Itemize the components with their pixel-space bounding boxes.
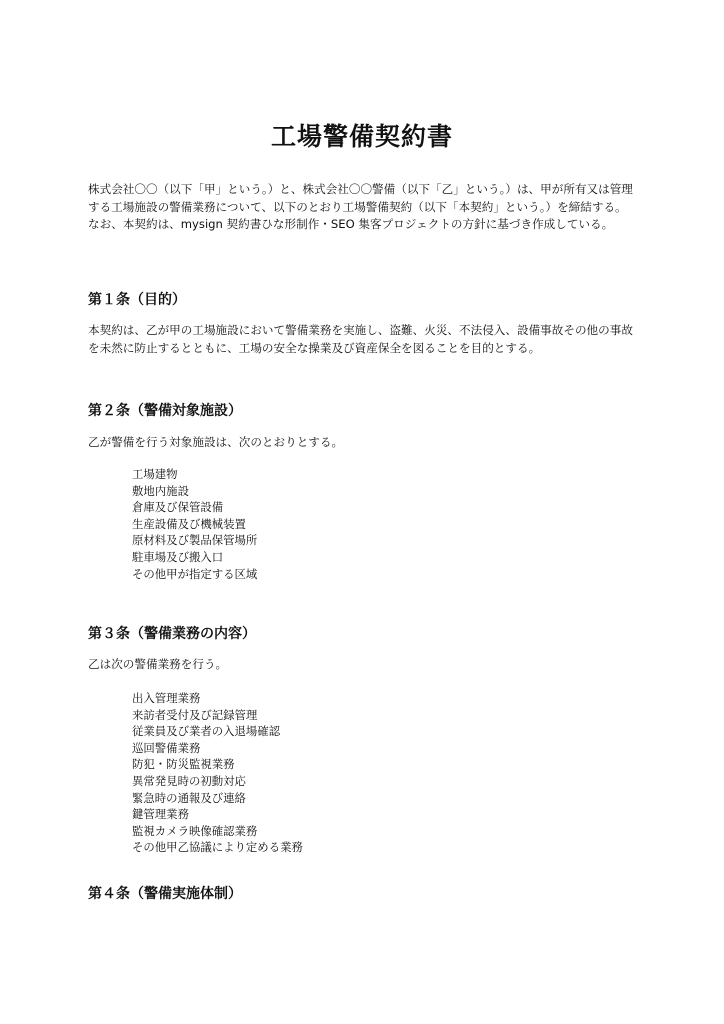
list-item: 鍵管理業務 bbox=[132, 807, 189, 822]
list-item: 従業員及び業者の入退場確認 bbox=[132, 724, 281, 739]
article-3-heading: 第３条（警備業務の内容） bbox=[88, 626, 256, 642]
list-item: 敷地内施設 bbox=[132, 483, 189, 498]
list-item: 駐車場及び搬入口 bbox=[132, 549, 224, 564]
article-2-heading: 第２条（警備対象施設） bbox=[88, 403, 242, 419]
list-item: 監視カメラ映像確認業務 bbox=[132, 823, 258, 838]
list-item: 生産設備及び機械装置 bbox=[132, 516, 246, 531]
article-2-list bbox=[132, 466, 257, 582]
list-item: 倉庫及び保管設備 bbox=[132, 500, 224, 515]
list-item: 来訪者受付及び記録管理 bbox=[132, 707, 258, 722]
article-2-body: 乙が警備を行う対象施設は、次のとおりとする。 bbox=[88, 435, 344, 449]
list-item: 出入管理業務 bbox=[132, 691, 201, 705]
article-1-body: 本契約は、乙が甲の工場施設において警備業務を実施し、盗難、火災、不法侵入、設備事故その他の事故を未然に防止するとともに、工場の安全な操業及び資産保全を図ることを目的とする。 bbox=[88, 323, 633, 355]
list-item: 異常発見時の初動対応 bbox=[132, 773, 246, 788]
article-3-body: 乙は次の警備業務を行う。 bbox=[88, 657, 228, 671]
list-item: その他甲乙協議により定める業務 bbox=[132, 840, 303, 855]
article-4-heading: 第４条（警備実施体制） bbox=[88, 886, 242, 902]
list-item: 巡回警備業務 bbox=[132, 740, 201, 755]
intro-paragraph: 株式会社〇〇（以下「甲」という。）と、株式会社〇〇警備（以下「乙」という。）は、甲が所有又は管理する工場施設の警備業務について、以下のとおり工場警備契約（以下「本契約」という。）を締結する。なお、本契約は、mysign 契約書ひな形制作・SEO 集客プロジェクトの方針に基づき作成している。 bbox=[88, 182, 633, 231]
document-title: 工場警備契約書 bbox=[270, 121, 453, 151]
list-item: その他甲が指定する区域 bbox=[132, 566, 258, 581]
list-item: 防犯・防災監視業務 bbox=[132, 757, 235, 772]
article-3-list bbox=[132, 690, 303, 856]
list-item: 緊急時の通報及び連絡 bbox=[132, 790, 246, 805]
article-1-heading: 第１条（目的） bbox=[88, 292, 186, 308]
list-item: 工場建物 bbox=[132, 467, 178, 481]
list-item: 原材料及び製品保管場所 bbox=[132, 533, 258, 548]
